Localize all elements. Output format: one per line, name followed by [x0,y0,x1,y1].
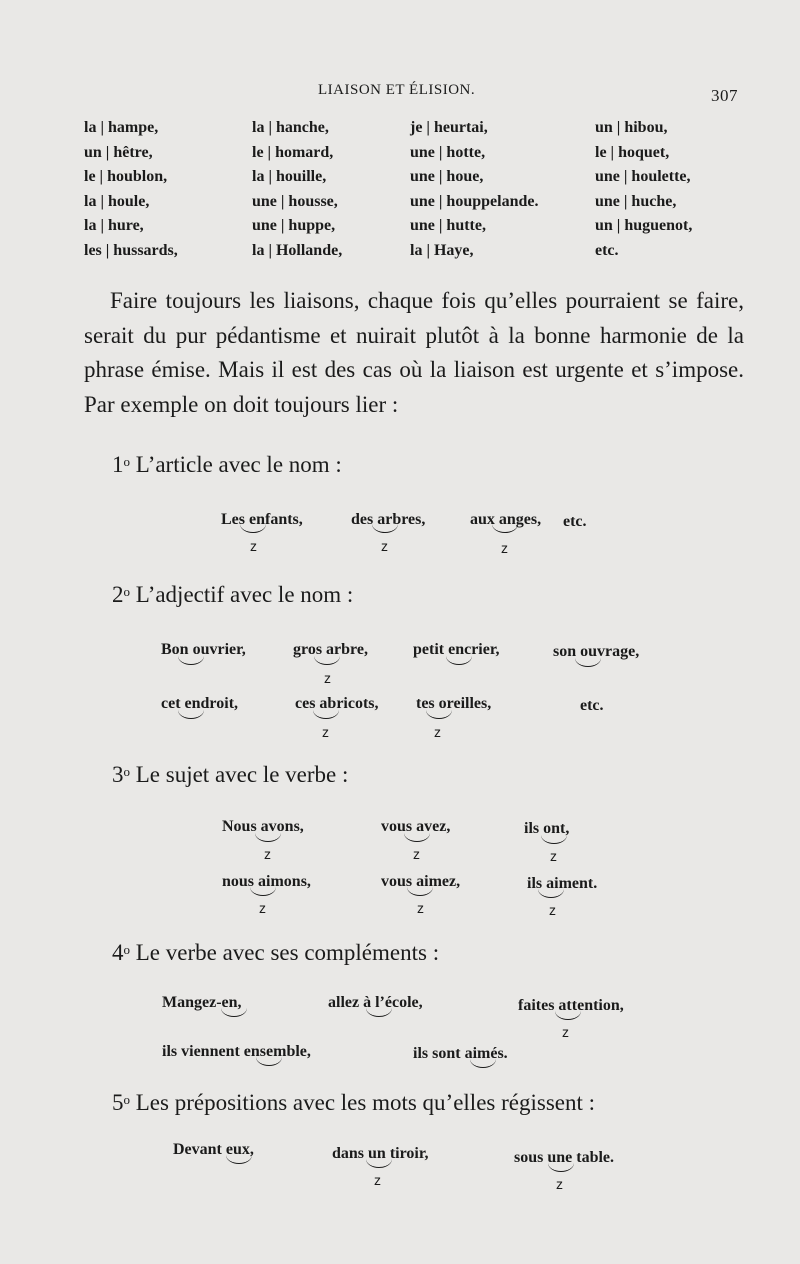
example-phrase: ils aiment. [527,875,598,892]
liaison-z-mark: z [264,846,271,862]
liaison-arc [178,710,204,719]
liaison-z-mark: z [250,538,257,554]
example-phrase: Les enfants, [221,511,303,528]
liaison-arc [366,1159,392,1168]
word-item: je | heurtai, [410,119,488,136]
word-column-2 [252,116,342,263]
liaison-z-mark: z [556,1176,563,1192]
liaison-arc [541,835,567,844]
word-column-3 [410,116,538,263]
example-phrase: gros arbre, [293,641,368,658]
liaison-arc [538,889,564,898]
liaison-arc [366,1008,392,1017]
running-title: LIAISON ET ÉLISION. [318,82,476,98]
liaison-arc [250,887,276,896]
liaison-z-mark: z [322,724,329,740]
liaison-z-mark: z [381,538,388,554]
example-phrase: ils viennent ensemble, [162,1043,311,1060]
liaison-arc [555,1011,581,1020]
liaison-arc [372,524,398,533]
word-item: une | hutte, [410,217,486,234]
example-phrase: aux anges, [470,511,542,528]
liaison-arc [255,833,281,842]
word-item: une | huche, [595,192,677,210]
example-phrase: vous aimez, [381,873,461,890]
word-item: une | housse, [252,192,338,210]
example-phrase: petit encrier, [413,641,500,658]
example-phrase: nous aimons, [222,873,311,890]
word-item: un | hêtre, [84,143,153,161]
liaison-arc [226,1155,252,1164]
liaison-z-mark: z [259,900,266,916]
liaison-arc [313,710,339,719]
example-phrase: des arbres, [351,511,426,528]
example-phrase: allez à l’école, [328,994,423,1011]
example-phrase: faites attention, [518,997,624,1014]
liaison-arc [240,524,266,533]
word-item: un | huguenot, [595,217,693,234]
example-phrase: dans un tiroir, [332,1145,429,1162]
word-item: les | hussards, [84,241,178,259]
example-phrase: sous une table. [514,1149,615,1166]
liaison-z-mark: z [413,846,420,862]
word-item: un | hibou, [595,119,668,136]
liaison-arc [221,1008,247,1017]
example-phrase: Mangez-en, [162,994,242,1011]
example-phrase: son ouvrage, [553,643,640,660]
word-item: le | hoquet, [595,143,670,161]
liaison-z-mark: z [550,848,557,864]
word-column-1 [84,116,178,263]
word-item: la | houille, [252,168,327,185]
example-phrase: ces abricots, [295,695,379,712]
liaison-arc [426,710,452,719]
word-item: la | Haye, [410,241,474,259]
word-item: une | huppe, [252,217,336,234]
example-phrase: cet endroit, [161,695,239,712]
liaison-arc [548,1163,574,1172]
word-item: la | hampe, [84,119,159,136]
section-heading-4: 4$^o$ Le verbe avec ses compléments : [112,940,440,965]
body-paragraph [84,284,744,422]
example-phrase: tes oreilles, [416,695,492,712]
word-item: etc. [595,241,619,259]
word-item: la | hure, [84,217,144,234]
word-item: une | houe, [410,168,484,185]
liaison-arc [575,658,601,667]
word-item: une | houppelande. [410,192,539,210]
liaison-arc [470,1059,496,1068]
section-heading-3: 3$^o$ Le sujet avec le verbe : [112,762,349,787]
liaison-arc [314,656,340,665]
liaison-z-mark: z [324,670,331,686]
example-phrase: Devant eux, [173,1141,254,1158]
aspirated-h-word-list [84,116,744,266]
example-phrase: etc. [580,697,604,714]
liaison-arc [492,524,518,533]
liaison-z-mark: z [417,900,424,916]
liaison-arc [407,887,433,896]
word-item: une | hotte, [410,143,486,161]
example-phrase: vous avez, [381,818,451,835]
liaison-z-mark: z [549,902,556,918]
page-number: 307 [711,86,738,105]
liaison-z-mark: z [374,1172,381,1188]
example-phrase: ils sont aimés. [413,1045,508,1062]
example-phrase: Nous avons, [222,818,304,835]
liaison-arc [404,833,430,842]
word-item: une | houlette, [595,168,691,185]
liaison-z-mark: z [501,540,508,556]
section-heading-2: 2$^o$ L’adjectif avec le nom : [112,582,354,607]
word-item: la | Hollande, [252,241,343,259]
liaison-arc [178,656,204,665]
liaison-z-mark: z [434,724,441,740]
section-heading-5: 5$^o$ Les prépositions avec les mots qu’elles régissent : [112,1090,596,1115]
word-item: la | houle, [84,192,150,210]
example-phrase: Bon ouvrier, [161,641,246,658]
word-item: le | houblon, [84,168,168,185]
word-item: la | hanche, [252,119,329,136]
example-phrase: etc. [563,513,587,530]
word-item: le | homard, [252,143,334,161]
liaison-z-mark: z [562,1024,569,1040]
word-column-4 [595,116,692,263]
liaison-arc [446,656,472,665]
example-phrase: ils ont, [524,820,570,837]
liaison-arc [256,1057,282,1066]
section-heading-1: 1$^o$ L’article avec le nom : [112,452,342,477]
paragraph-text: Faire toujours les liaisons, chaque fois qu’elles pourraient se faire, serait du pur pédantisme et nuirait plutôt à la bonne harmonie de la phrase émise. Mais il est des cas où la liaison est urgente et s’impose. Par exemple on doit toujours lier : [84,288,744,417]
